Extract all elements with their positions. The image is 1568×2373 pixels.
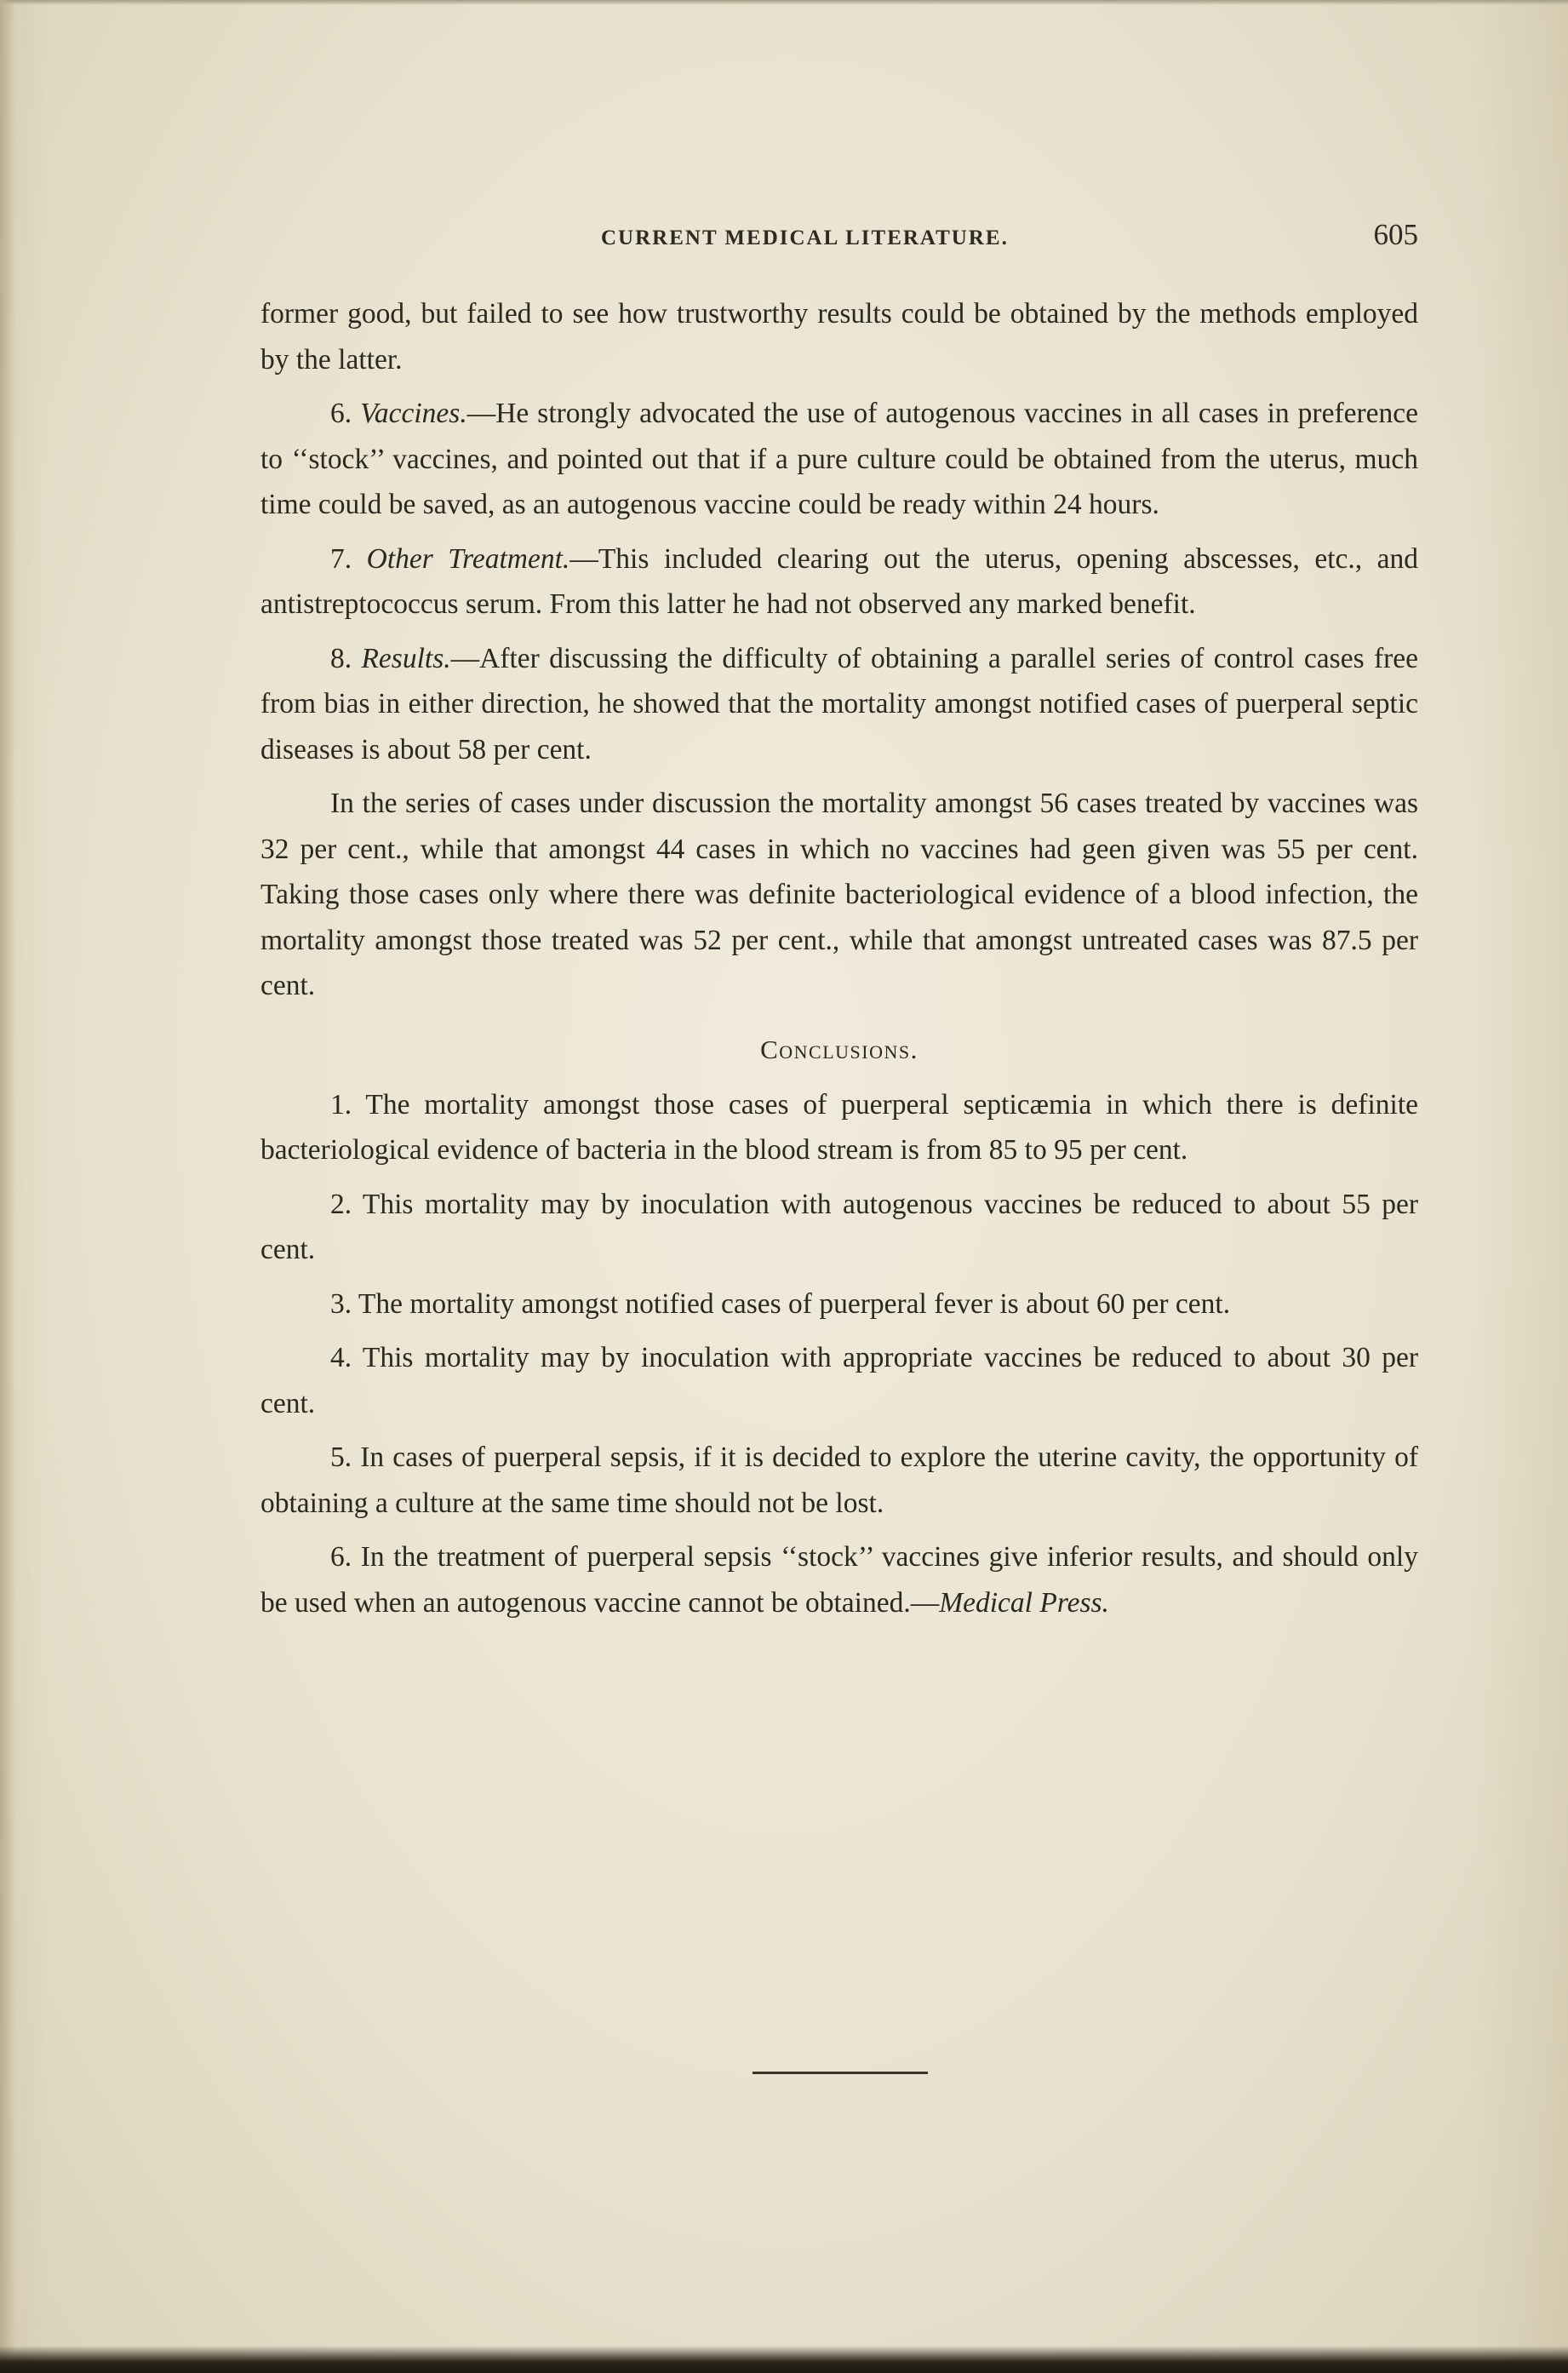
section-term-results: Results. <box>361 642 451 674</box>
conclusion-item: 1. The mortality amongst those cases of puerperal septicæmia in which there is definite bacteriological evidence of bacteria in the blood stream is from 85 to 95 per cent. <box>260 1088 1418 1166</box>
conclusion-item <box>260 1534 1418 1625</box>
page-bottom-edge <box>0 2346 1568 2373</box>
section-end-rule <box>753 2072 928 2074</box>
conclusions-heading: Conclusions. <box>760 1034 918 1064</box>
conclusion-item: 2. This mortality may by inoculation with autogenous vaccines be reduced to about 55 per cent. <box>260 1188 1418 1265</box>
conclusion-item: 4. This mortality may by inoculation with appropriate vaccines be reduced to about 30 per cent. <box>260 1342 1418 1419</box>
conclusion-item: 3. The mortality amongst notified cases of puerperal fever is about 60 per cent. <box>330 1287 1231 1320</box>
paragraph-results <box>260 636 1418 773</box>
article-body <box>260 291 1418 1625</box>
paragraph-continuation: former good, but failed to see how trustworthy results could be obtained by the methods employed by the latter. <box>260 298 1418 375</box>
page-top-edge <box>0 0 1568 5</box>
paragraph-text: —He strongly advocated the use of autogenous vaccines in all cases in preference to ‘‘stock’’ vaccines, and pointed out that if a pure culture could be obtained from the uterus, much time could be saved, as an autogenous vaccine could be ready within 24 hours. <box>260 398 1418 520</box>
item-number: 6. <box>330 398 352 429</box>
page-gutter-shadow <box>0 0 15 2373</box>
paragraph-vaccines <box>260 391 1418 528</box>
section-term-other-treatment: Other Treatment. <box>366 542 570 575</box>
paragraph-text: —This included clearing out the uterus, opening abscesses, etc., and antistreptococcus serum. From this latter he had not observed any marked benefit. <box>260 542 1419 620</box>
conclusion-item: 5. In cases of puerperal sepsis, if it is decided to explore the uterine cavity, the opportunity of obtaining a culture at the same time should not be lost. <box>260 1442 1418 1519</box>
paragraph-series-analysis: In the series of cases under discussion the mortality amongst 56 cases treated by vaccines was 32 per cent., while that amongst 44 cases in which no vaccines had geen given was 55 per cent. Taking those cases only where there was definite bacteriological evidence of a blood infection, the mortality amongst those treated was 52 per cent., while that amongst untreated cases was 87.5 per cent. <box>260 788 1418 1001</box>
paragraph-text: —After discussing the difficulty of obtaining a parallel series of control cases free from bias in either direction, he showed that the mortality amongst notified cases of puerperal septic diseases is about 58 per cent. <box>260 642 1418 765</box>
section-term-vaccines: Vaccines. <box>360 398 467 429</box>
running-title: CURRENT MEDICAL LITERATURE. <box>601 226 1009 249</box>
conclusion-text: 6. In the treatment of puerperal sepsis ‘‘stock’’ vaccines give inferior results, and should only be used when an autogenous vaccine cannot be obtained.— <box>260 1541 1418 1619</box>
page-number: 605 <box>1373 218 1418 251</box>
item-number: 7. <box>330 542 352 575</box>
paragraph-other-treatment <box>260 536 1418 628</box>
running-head <box>260 218 1418 257</box>
source-citation: Medical Press. <box>939 1586 1109 1619</box>
item-number: 8. <box>330 642 352 674</box>
